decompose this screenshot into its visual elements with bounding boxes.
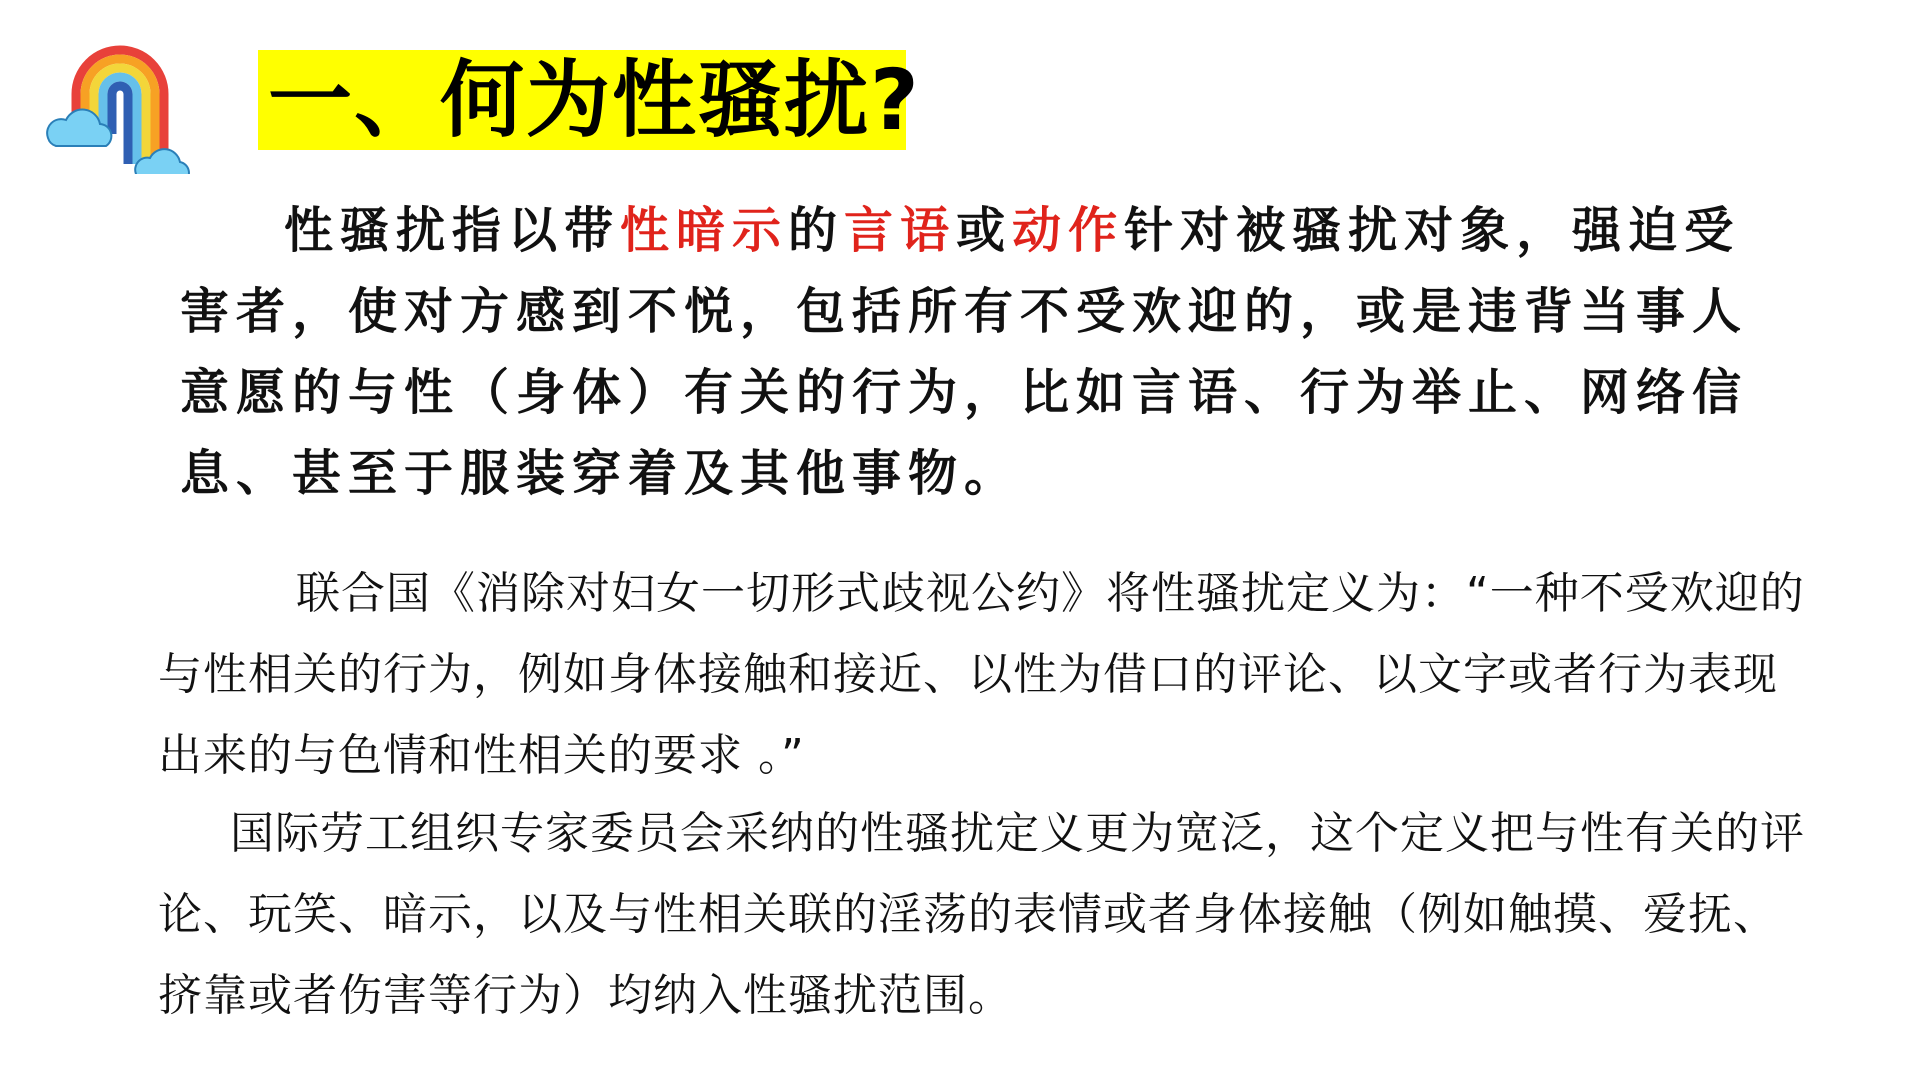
highlight-sexual-hint: 性暗示: [620, 201, 789, 259]
un-definition-text: 联合国《消除对妇女一切形式歧视公约》将性骚扰定义为：“一种不受欢迎的与性相关的行为，例如身体接触和接近、以性为借口的评论、以文字或者行为表现出来的与色情和性相关的要求 。”: [158, 568, 1805, 781]
rainbow-cloud-icon: [40, 34, 200, 174]
intro-text: 性骚扰指以带: [284, 201, 621, 259]
intro-paragraph: [180, 190, 1790, 514]
page-title: 一、何为性骚扰?: [268, 51, 921, 149]
un-definition-paragraph: [158, 553, 1808, 796]
ilo-definition-text: 国际劳工组织专家委员会采纳的性骚扰定义更为宽泛，这个定义把与性有关的评论、玩笑、暗示，以及与性相关联的淫荡的表情或者身体接触（例如触摸、爱抚、挤靠或者伤害等行为）均纳入性骚扰范围。: [158, 808, 1805, 1021]
intro-text: 的: [788, 201, 845, 259]
intro-text: 或: [956, 201, 1013, 259]
intro-text: 针对被骚扰对象，强迫受害者，使对方感到不悦，包括所有不受欢迎的，或是违背当事人意愿的与性（身体）有关的行为，比如言语、行为举止、网络信息、甚至于服装穿着及其他事物。: [180, 201, 1749, 502]
ilo-definition-paragraph: [158, 793, 1808, 1036]
highlight-words: 言语: [844, 201, 957, 259]
highlight-actions: 动作: [1012, 201, 1125, 259]
